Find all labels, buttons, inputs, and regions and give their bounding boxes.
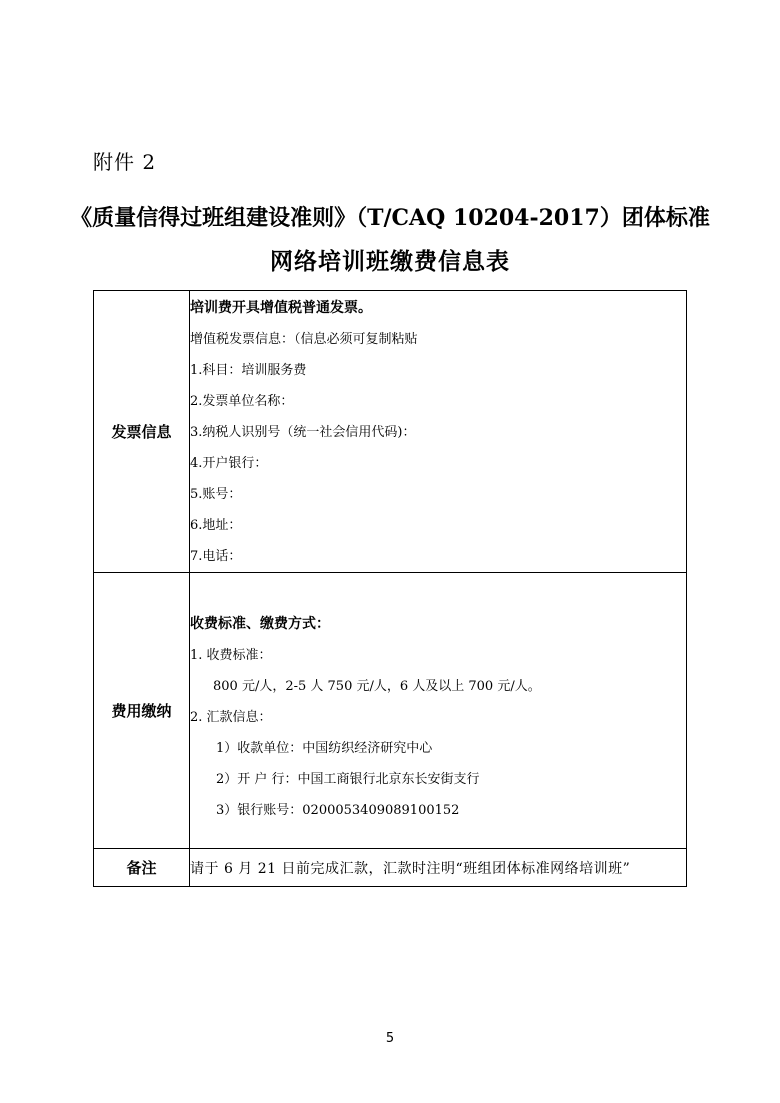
fee-price: 800 元/人，2-5 人 750 元/人，6 人及以上 700 元/人。 (213, 679, 541, 694)
document-subtitle: 网络培训班缴费信息表 (270, 248, 510, 275)
fee-info-table (93, 290, 687, 887)
attachment-label: 附件 2 (93, 150, 157, 174)
document-title: 《质量信得过班组建设准则》（T/CAQ 10204-2017）团体标准 (70, 205, 710, 231)
invoice-label: 发票信息 (94, 291, 190, 573)
invoice-line: 6.地址： (190, 518, 242, 533)
remarks-label: 备注 (94, 849, 190, 887)
invoice-line: 培训费开具增值税普通发票。 (190, 300, 372, 316)
invoice-line: 4.开户银行： (190, 456, 268, 471)
invoice-row (94, 291, 687, 573)
invoice-content (190, 291, 687, 573)
page-number: 5 (385, 1031, 395, 1046)
fee-bank: 2）开 户 行：中国工商银行北京东长安街支行 (216, 772, 480, 787)
remarks-row (94, 849, 687, 887)
invoice-line: 7.电话： (190, 549, 242, 564)
invoice-line: 5.账号： (190, 487, 242, 502)
fee-label: 费用缴纳 (94, 573, 190, 849)
invoice-line: 3.纳税人识别号（统一社会信用代码)： (190, 425, 416, 440)
fee-content (190, 573, 687, 849)
fee-heading: 收费标准、缴费方式： (190, 616, 330, 632)
fee-account: 3）银行账号：0200053409089100152 (216, 803, 460, 818)
invoice-line: 增值税发票信息：（信息必须可复制粘贴 (190, 332, 418, 347)
fee-item-remittance: 2. 汇款信息： (190, 710, 272, 725)
remarks-text: 请于 6 月 21 日前完成汇款，汇款时注明“班组团体标准网络培训班” (190, 849, 687, 887)
invoice-line: 2.发票单位名称： (190, 394, 294, 409)
fee-item-standard: 1. 收费标准： (190, 648, 272, 663)
invoice-line: 1.科目：培训服务费 (190, 363, 307, 378)
fee-row (94, 573, 687, 849)
fee-payee: 1）收款单位：中国纺织经济研究中心 (216, 741, 433, 756)
